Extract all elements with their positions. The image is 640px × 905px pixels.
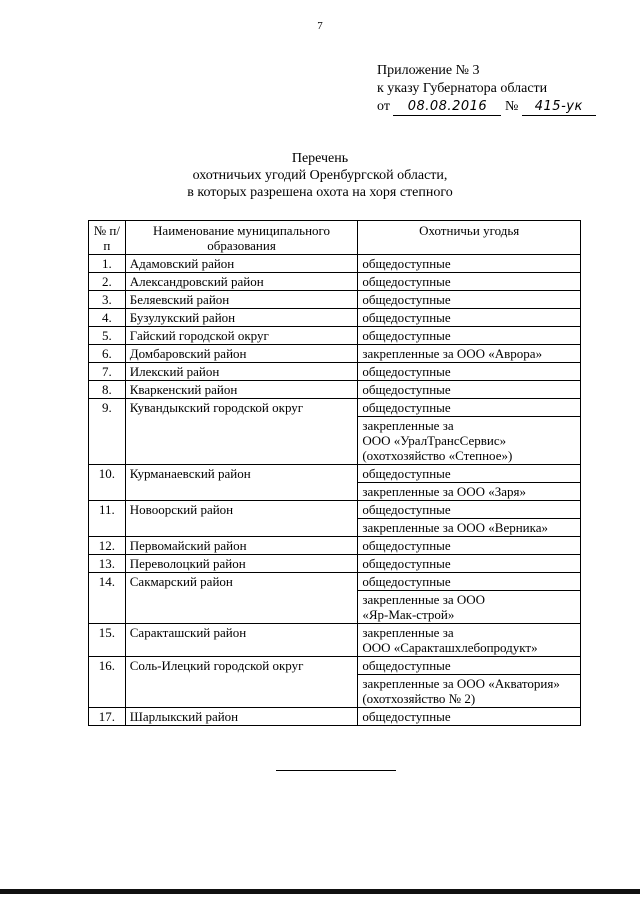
hunting-ground-line: общедоступные <box>362 658 451 673</box>
hunting-ground-line: общедоступные <box>362 709 451 724</box>
row-number: 7. <box>89 363 126 381</box>
row-number: 2. <box>89 273 126 291</box>
hunting-ground-cell <box>358 675 581 708</box>
row-number: 8. <box>89 381 126 399</box>
number-prefix: № <box>504 99 519 114</box>
row-number: 15. <box>89 624 126 657</box>
hunting-ground-line: общедоступные <box>362 256 451 271</box>
hunting-ground-line: закрепленные за ООО «Акватория» <box>362 676 560 691</box>
table-row <box>89 399 581 417</box>
hunting-ground-cell <box>358 327 581 345</box>
hunting-ground-line: (охотхозяйство № 2) <box>362 691 476 706</box>
table-row <box>89 345 581 363</box>
municipality-name: Сакмарский район <box>125 573 358 624</box>
table-header-row <box>89 221 581 255</box>
hunting-ground-line: ООО «УралТрансСервис» <box>362 433 507 448</box>
hunting-ground-line: закрепленные за ООО «Верника» <box>362 520 549 535</box>
hunting-ground-cell <box>358 399 581 417</box>
row-number: 5. <box>89 327 126 345</box>
municipality-name: Кувандыкский городской округ <box>125 399 358 465</box>
municipality-name: Новоорский район <box>125 501 358 537</box>
row-number: 11. <box>89 501 126 537</box>
table-row <box>89 708 581 726</box>
document-title <box>0 150 640 201</box>
appendix-date-line <box>377 98 596 116</box>
page-number: 7 <box>317 20 323 32</box>
municipality-name: Переволоцкий район <box>125 555 358 573</box>
row-number: 1. <box>89 255 126 273</box>
table-row <box>89 363 581 381</box>
row-number: 14. <box>89 573 126 624</box>
row-number: 13. <box>89 555 126 573</box>
table-body <box>89 255 581 726</box>
row-number: 10. <box>89 465 126 501</box>
hunting-ground-cell <box>358 465 581 483</box>
hunting-ground-line: общедоступные <box>362 400 451 415</box>
table-row <box>89 573 581 591</box>
municipality-name: Соль-Илецкий городской округ <box>125 657 358 708</box>
row-number: 17. <box>89 708 126 726</box>
row-number: 16. <box>89 657 126 708</box>
hunting-ground-line: закрепленные за ООО «Аврора» <box>362 346 543 361</box>
title-line-2: охотничьих угодий Оренбургской области, <box>192 168 448 183</box>
municipality-name: Домбаровский район <box>125 345 358 363</box>
table-row <box>89 291 581 309</box>
header-lands: Охотничьи угодья <box>358 221 581 255</box>
hunting-ground-cell <box>358 591 581 624</box>
hunting-ground-line: закрепленные за ООО «Заря» <box>362 484 527 499</box>
appendix-decree: к указу Губернатора области <box>377 81 548 96</box>
table-row <box>89 381 581 399</box>
hunting-ground-line: общедоступные <box>362 574 451 589</box>
title-line-1: Перечень <box>291 151 349 166</box>
hunting-ground-line: общедоступные <box>362 502 451 517</box>
row-number: 3. <box>89 291 126 309</box>
table-row <box>89 501 581 519</box>
row-number: 4. <box>89 309 126 327</box>
hunting-ground-line: закрепленные за ООО <box>362 592 486 607</box>
appendix-block <box>377 62 596 116</box>
municipality-name: Беляевский район <box>125 291 358 309</box>
hunting-ground-cell <box>358 519 581 537</box>
hunting-ground-cell <box>358 345 581 363</box>
hunting-ground-cell <box>358 555 581 573</box>
scan-bottom-bar <box>0 889 640 894</box>
hunting-ground-line: общедоступные <box>362 466 451 481</box>
hunting-ground-line: общедоступные <box>362 328 451 343</box>
municipality-name: Саракташский район <box>125 624 358 657</box>
hunting-ground-line: общедоступные <box>362 292 451 307</box>
header-name: Наименование муниципального образования <box>125 221 358 255</box>
hunting-grounds-table <box>88 220 581 726</box>
hunting-ground-line: общедоступные <box>362 556 451 571</box>
hunting-ground-cell <box>358 537 581 555</box>
hunting-ground-line: ООО «Саракташхлебопродукт» <box>362 640 538 655</box>
decree-number: 415-ук <box>522 99 596 116</box>
row-number: 12. <box>89 537 126 555</box>
municipality-name: Илекский район <box>125 363 358 381</box>
title-line-3: в которых разрешена охота на хоря степного <box>187 185 453 200</box>
hunting-ground-line: закрепленные за <box>362 418 454 433</box>
date-prefix: от <box>377 99 390 114</box>
end-rule <box>276 770 396 771</box>
decree-date: 08.08.2016 <box>393 99 501 116</box>
hunting-ground-cell <box>358 363 581 381</box>
hunting-ground-cell <box>358 573 581 591</box>
hunting-ground-cell <box>358 624 581 657</box>
hunting-ground-cell <box>358 708 581 726</box>
hunting-ground-cell <box>358 657 581 675</box>
hunting-ground-cell <box>358 273 581 291</box>
hunting-ground-cell <box>358 291 581 309</box>
hunting-ground-line: «Яр-Мак-строй» <box>362 607 455 622</box>
row-number: 6. <box>89 345 126 363</box>
municipality-name: Первомайский район <box>125 537 358 555</box>
hunting-ground-cell <box>358 417 581 465</box>
municipality-name: Шарлыкский район <box>125 708 358 726</box>
table-row <box>89 657 581 675</box>
municipality-name: Курманаевский район <box>125 465 358 501</box>
table-row <box>89 255 581 273</box>
row-number: 9. <box>89 399 126 465</box>
hunting-ground-cell <box>358 483 581 501</box>
municipality-name: Бузулукский район <box>125 309 358 327</box>
table-row <box>89 537 581 555</box>
municipality-name: Александровский район <box>125 273 358 291</box>
header-num: № п/п <box>89 221 126 255</box>
table-row <box>89 465 581 483</box>
table-row <box>89 555 581 573</box>
hunting-ground-line: общедоступные <box>362 382 451 397</box>
hunting-ground-cell <box>358 381 581 399</box>
table-row <box>89 273 581 291</box>
hunting-ground-line: (охотхозяйство «Степное») <box>362 448 513 463</box>
hunting-ground-cell <box>358 309 581 327</box>
municipality-name: Кваркенский район <box>125 381 358 399</box>
table-row <box>89 309 581 327</box>
municipality-name: Гайский городской округ <box>125 327 358 345</box>
municipality-name: Адамовский район <box>125 255 358 273</box>
table-row <box>89 624 581 657</box>
table-row <box>89 327 581 345</box>
hunting-ground-line: общедоступные <box>362 538 451 553</box>
appendix-title: Приложение № 3 <box>377 63 480 78</box>
hunting-ground-line: общедоступные <box>362 310 451 325</box>
hunting-ground-cell <box>358 255 581 273</box>
hunting-ground-line: общедоступные <box>362 274 451 289</box>
hunting-ground-cell <box>358 501 581 519</box>
hunting-ground-line: общедоступные <box>362 364 451 379</box>
hunting-ground-line: закрепленные за <box>362 625 454 640</box>
